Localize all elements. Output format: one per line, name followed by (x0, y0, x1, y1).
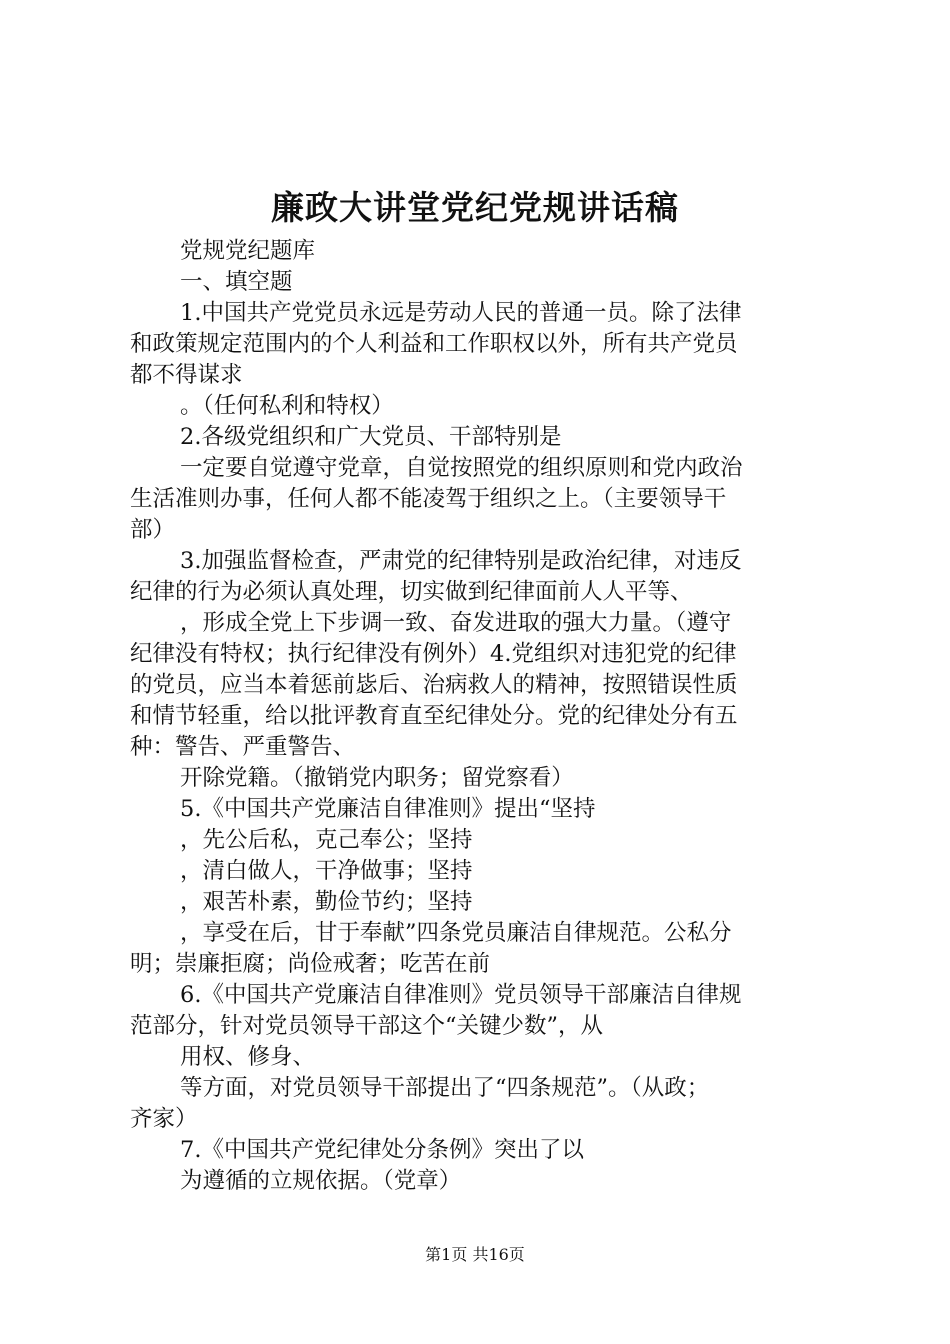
body-line: 党规党纪题库 (180, 238, 316, 264)
body-line: 6.《中国共产党廉洁自律准则》党员领导干部廉洁自律规 (180, 982, 742, 1008)
body-line: 范部分，针对党员领导干部这个“关键少数”，从 (130, 1013, 604, 1039)
body-line: 2.各级党组织和广大党员、干部特别是 (180, 424, 562, 450)
body-line: 开除党籍。（撤销党内职务；留党察看） (180, 765, 574, 791)
body-line: 的党员，应当本着惩前毖后、治病救人的精神，按照错误性质 (130, 672, 738, 698)
body-line: 纪律没有特权；执行纪律没有例外）4.党组织对违犯党的纪律 (130, 641, 737, 667)
body-line: 一、填空题 (180, 269, 293, 295)
body-line: 纪律的行为必须认真处理，切实做到纪律面前人人平等、 (130, 579, 693, 605)
body-line: 齐家） (130, 1106, 198, 1132)
body-line: 5.《中国共产党廉洁自律准则》提出“坚持 (180, 796, 596, 822)
body-line: 用权、修身、 (180, 1044, 316, 1070)
body-line: 一定要自觉遵守党章，自觉按照党的组织原则和党内政治 (180, 455, 743, 481)
body-line: ，艰苦朴素，勤俭节约；坚持 (180, 889, 473, 915)
body-line: 3.加强监督检查，严肃党的纪律特别是政治纪律，对违反 (180, 548, 742, 574)
body-line: 生活准则办事，任何人都不能凌驾于组织之上。（主要领导干 (130, 486, 727, 512)
body-line: 7.《中国共产党纪律处分条例》突出了以 (180, 1137, 584, 1163)
body-line: 1.中国共产党党员永远是劳动人民的普通一员。除了法律 (180, 300, 742, 326)
document-title: 廉政大讲堂党纪党规讲话稿 (271, 188, 679, 227)
body-line: 。（任何私利和特权） (180, 393, 394, 419)
page-footer: 第1页 共16页 (425, 1245, 525, 1264)
body-line: 都不得谋求 (130, 362, 243, 388)
body-line: ，形成全党上下步调一致、奋发进取的强大力量。（遵守 (180, 610, 732, 636)
body-line: 为遵循的立规依据。（党章） (180, 1168, 462, 1194)
body-line: 和情节轻重，给以批评教育直至纪律处分。党的纪律处分有五 (130, 703, 738, 729)
body-line: ，先公后私，克己奉公；坚持 (180, 827, 473, 853)
document-body (130, 236, 830, 1197)
body-line: 种：警告、严重警告、 (130, 734, 356, 760)
body-line: 等方面，对党员领导干部提出了“四条规范”。（从政； (180, 1075, 710, 1101)
body-line: 明；崇廉拒腐；尚俭戒奢；吃苦在前 (130, 951, 491, 977)
body-line: 和政策规定范围内的个人利益和工作职权以外，所有共产党员 (130, 331, 738, 357)
body-line: 部） (130, 517, 176, 543)
body-line: ，享受在后，甘于奉献”四条党员廉洁自律规范。公私分 (180, 920, 732, 946)
body-line: ，清白做人，干净做事；坚持 (180, 858, 473, 884)
